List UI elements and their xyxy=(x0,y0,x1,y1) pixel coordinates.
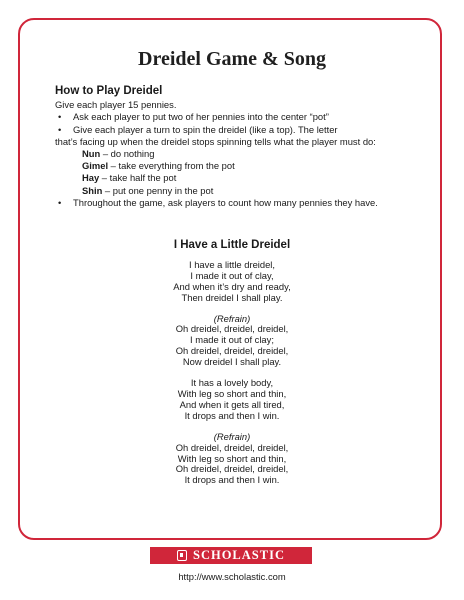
song-line: I made it out of clay; xyxy=(190,334,274,346)
letter-rule xyxy=(82,185,415,197)
refrain-stanza xyxy=(0,314,464,369)
letter-rule-text: – put one penny in the pot xyxy=(102,184,214,196)
page-title: Dreidel Game & Song xyxy=(138,48,326,70)
song-line: It drops and then I win. xyxy=(184,409,280,421)
song-line: It drops and then I win. xyxy=(184,474,280,486)
bullet-text: Throughout the game, ask players to count how many pennies they have. xyxy=(73,196,378,208)
song-line: And when it’s dry and ready, xyxy=(173,280,291,292)
song-line: Oh dreidel, dreidel, dreidel, xyxy=(175,441,289,453)
song-title: I Have a Little Dreidel xyxy=(173,239,291,251)
letter-rule xyxy=(82,148,415,160)
song-line: With leg so short and thin, xyxy=(177,452,287,464)
letter-name: Nun xyxy=(82,148,101,160)
song-line: Now dreidel I shall play. xyxy=(182,356,282,368)
letter-rule xyxy=(82,172,415,184)
stanza xyxy=(0,378,464,422)
bullet-icon: • xyxy=(58,123,62,135)
song-line: It has a lovely body, xyxy=(190,377,274,389)
letter-rule-text: – take everything from the pot xyxy=(108,160,235,172)
bullet-item xyxy=(55,111,415,123)
bullet-text: Give each player a turn to spin the dreidel (like a top). The letter xyxy=(73,123,338,135)
refrain-stanza xyxy=(0,432,464,487)
song-line: Oh dreidel, dreidel, dreidel, xyxy=(175,323,289,335)
song-line: I have a little dreidel, xyxy=(189,258,275,270)
song-line: With leg so short and thin, xyxy=(177,387,287,399)
letter-rule-text: – take half the pot xyxy=(99,172,177,184)
bullet-item xyxy=(55,124,415,136)
bullet-item xyxy=(55,197,415,209)
letter-rules xyxy=(55,148,415,197)
footer-url-link[interactable]: http://www.scholastic.com xyxy=(178,571,286,582)
letter-name: Hay xyxy=(82,172,100,184)
how-to-play-section xyxy=(55,85,415,209)
song-line: Then dreidel I shall play. xyxy=(181,291,283,303)
scholastic-logo[interactable] xyxy=(150,547,312,564)
bullet-text: Ask each player to put two of her pennies into the center “pot” xyxy=(73,111,329,123)
refrain-label: (Refrain) xyxy=(213,430,251,442)
letter-rule-text: – do nothing xyxy=(100,148,155,160)
song-line: I made it out of clay, xyxy=(190,269,274,281)
song-line: And when it gets all tired, xyxy=(179,398,285,410)
bullet-icon: • xyxy=(58,196,62,208)
song-section xyxy=(0,240,464,496)
bullet-continuation: that’s facing up when the dreidel stops spinning tells what the player must do: xyxy=(55,135,376,147)
scholastic-logo-icon xyxy=(177,550,187,561)
song-line: Oh dreidel, dreidel, dreidel, xyxy=(175,463,289,475)
letter-name: Shin xyxy=(82,184,103,196)
refrain-label: (Refrain) xyxy=(213,312,251,324)
song-line: Oh dreidel, dreidel, dreidel, xyxy=(175,345,289,357)
how-to-play-heading: How to Play Dreidel xyxy=(55,85,163,97)
bullet-icon: • xyxy=(58,111,62,123)
letter-rule xyxy=(82,160,415,172)
logo-text: SCHOLASTIC xyxy=(193,548,285,562)
letter-name: Gimel xyxy=(82,160,109,172)
stanza xyxy=(0,260,464,304)
intro-text: Give each player 15 pennies. xyxy=(55,99,177,111)
